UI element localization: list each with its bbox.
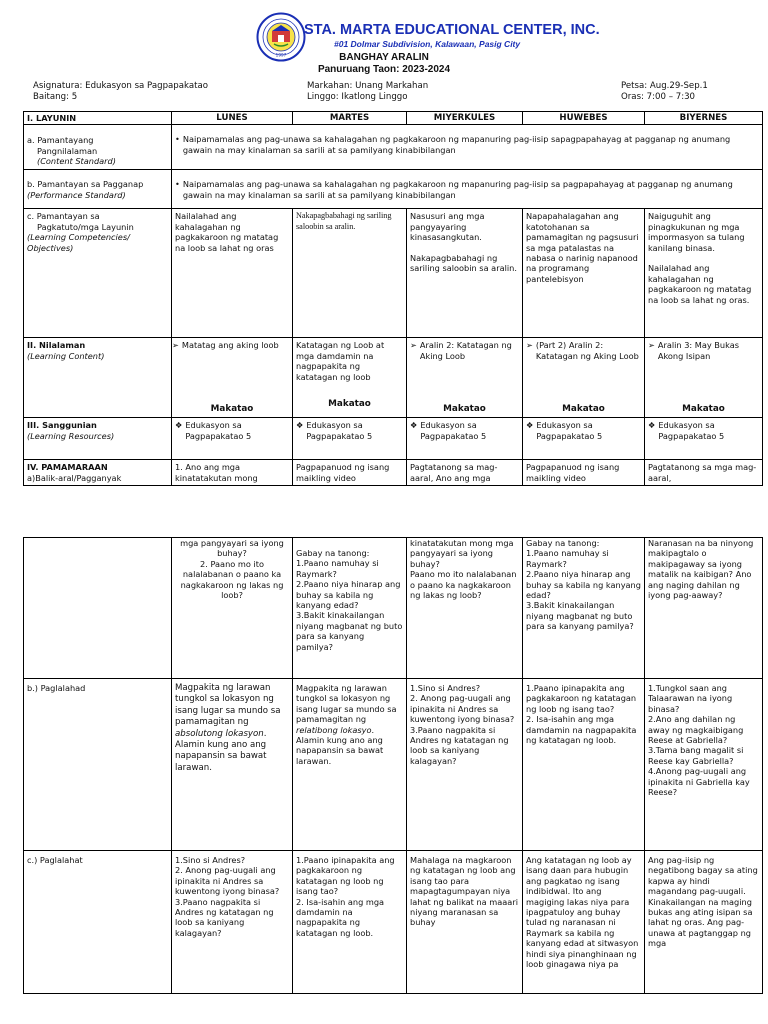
school-year: Panuruang Taon: 2023-2024 [317, 64, 451, 75]
generalization-cell: Ang pag-iisip ng negatibong bagay sa ating kapwa ay hindi magandang pag-uugali. Kinakailangan na maging bukas ang ating isipan sa lahat ng oras. Ang pag-unawa at pagtanggap ng mga [645, 851, 763, 994]
meta-term-block [307, 81, 428, 103]
day-header: BIYERNES [645, 112, 763, 125]
section-layunin: I. LAYUNIN [24, 112, 172, 125]
content-cell: ➢ Matatag ang aking loob Makatao [172, 338, 293, 418]
objective-cell: Nailalahad ang kahalagahan ng pagkakaroon ng matatag na loob sa lahat ng oras [172, 209, 293, 338]
makatao-label: Makatao [682, 404, 725, 414]
resource-cell: ❖ Edukasyon sa Pagpapakatao 5 [407, 418, 523, 460]
presentation-cell: 1.Paano ipinapakita ang pagkakaroon ng katatagan ng loob ng isang tao? 2. Isa-isahin ang mga damdamin na nagpapakita ng katatagan ng loob. [523, 679, 645, 851]
meta-grade: Baitang: 5 [33, 92, 78, 102]
row-label: IV. PAMAMARAAN a)Balik-aral/Pagganyak [24, 460, 172, 486]
makatao-label: Makatao [210, 404, 254, 414]
presentation-cell: Magpakita ng larawan tungkol sa lokasyon ng isang lugar sa mundo sa pamamagitan ng relatibong lokasyo. Alamin kung ano ang napapansin sa bawat larawan. [293, 679, 407, 851]
svg-text:1997: 1997 [275, 52, 287, 58]
meta-subject-block [33, 81, 208, 103]
meta-subject: Asignatura: Edukasyon sa Pagpapakatao [33, 81, 208, 91]
generalization-cell: Ang katatagan ng loob ay isang daan para hubugin ang pagkatao ng isang indibidwal. Ito ang magiging lakas niya para ipagpatuloy ang buhay tulad ng naranasan ni Raymark sa kabila ng kanyang edad at sitwasyon hindi siya pinanghinaan ng loob ginagawa niya pa [523, 851, 645, 994]
row-label: II. Nilalaman (Learning Content) [24, 338, 172, 418]
content-cell: Katatagan ng Loob at mga damdamin na nagpapakita ng katatagan ng loob Makatao [293, 338, 407, 418]
resource-cell: ❖ Edukasyon sa Pagpapakatao 5 [523, 418, 645, 460]
day-header: LUNES [172, 112, 293, 125]
performance-standard-text: • Naipamamalas ang pag-unawa sa kahalagahan ng pagkakaroon ng mapanuring pag-iisip sa pagpapahayag at pagganap ng anumang gawain na may kinalaman sa sarili at sa pamilyang kinabibilangan [172, 170, 763, 209]
presentation-cell: 1.Sino si Andres? 2. Anong pag-uugali ang ipinakita ni Andres sa kuwentong iyong binasa? 3.Paano nagpakita si Andres ng katatagan ng loob sa kaniyang kalagayan? [407, 679, 523, 851]
makatao-label: Makatao [443, 404, 486, 414]
procedure-cell: Pagpapanuod ng isang maikling video [293, 460, 407, 486]
day-header: MIYERKULES [407, 112, 523, 125]
day-header: HUWEBES [523, 112, 645, 125]
objective-cell: Nasusuri ang mga pangyayaring kinasasangkutan. Nakapagbabahagi ng sariling saloobin sa aralin. [407, 209, 523, 338]
procedure-cell: Naranasan na ba ninyong makipagtalo o makipagaway sa iyong matalik na kaibigan? Ano ang naging dahilan ng iyong pag-aaway? [645, 538, 763, 679]
resource-cell: ❖ Edukasyon sa Pagpapakatao 5 [172, 418, 293, 460]
procedure-cell: mga pangyayari sa iyong buhay? 2. Paano mo ito nalalabanan o paano ka nagkakaroon ng lakas ng loob? [172, 538, 293, 679]
makatao-label: Makatao [562, 404, 605, 414]
row-label: III. Sanggunian (Learning Resources) [24, 418, 172, 460]
resource-cell: ❖ Edukasyon sa Pagpapakatao 5 [293, 418, 407, 460]
meta-time: Oras: 7:00 – 7:30 [621, 92, 696, 102]
generalization-cell: Mahalaga na magkaroon ng katatagan ng loob ang isang tao para mapagtagumpayan niya lahat ng balikat na maaari niyang maranasan sa buhay [407, 851, 523, 994]
row-label-empty [24, 538, 172, 679]
objective-cell: Naiguguhit ang pinagkukunan ng mga impormasyon sa tulang kanilang binasa. Nailalahad ang kahalagahan ng pagkakaroon ng matatag na loob sa lahat ng oras. [645, 209, 763, 338]
content-standard-text: • Naipamamalas ang pag-unawa sa kahalagahan ng pagkakaroon ng mapanuring pag-iisip sapagpapahayag at pagganap ng anumang gawain na may kinalaman sa sarili at sa pamilyang kinabibilangan [172, 125, 763, 170]
school-name: STA. MARTA EDUCATIONAL CENTER, INC. [304, 22, 600, 38]
generalization-cell: 1.Sino si Andres? 2. Anong pag-uugali ang ipinakita ni Andres sa kuwentong iyong binasa? 3.Paano nagpakita si Andres ng katatagan ng loob sa kaniyang kalagayan? [172, 851, 293, 994]
procedure-cell: Pagtatanong sa mag-aaral, Ano ang mga [407, 460, 523, 486]
row-label: b. Pamantayan sa Pagganap (Performance Standard) [24, 170, 172, 209]
day-header: MARTES [293, 112, 407, 125]
document-title: BANGHAY ARALIN [339, 52, 429, 63]
content-cell: ➢ (Part 2) Aralin 2: Katatagan ng Aking Loob Makatao [523, 338, 645, 418]
makatao-label: Makatao [328, 399, 371, 409]
resource-cell: ❖ Edukasyon sa Pagpapakatao 5 [645, 418, 763, 460]
row-label: c.) Paglalahat [24, 851, 172, 994]
procedure-cell: Pagpapanuod ng isang maikling video [523, 460, 645, 486]
procedure-cell: Gabay na tanong: 1.Paano namuhay si Raymark? 2.Paano niya hinarap ang buhay sa kabila ng kanyang edad? 3.Bakit kinakailangan niyang magbanat ng buto para sa kanyang pamilya? [523, 538, 645, 679]
row-label: c. Pamantayan sa Pagkatuto/mga Layunin (Learning Competencies/ Objectives) [24, 209, 172, 338]
content-cell: ➢ Aralin 3: May Bukas Akong Isipan Makatao [645, 338, 763, 418]
generalization-cell: 1.Paano ipinapakita ang pagkakaroon ng katatagan ng loob ng isang tao? 2. Isa-isahin ang mga damdamin na nagpapakita ng katatagan ng loob. [293, 851, 407, 994]
row-label: a. Pamantayang Pangnilalaman (Content Standard) [24, 125, 172, 170]
lesson-plan-table-continued [23, 537, 763, 994]
meta-week: Linggo: Ikatlong Linggo [307, 92, 408, 102]
procedure-cell: Pagtatanong sa mga mag-aaral, [645, 460, 763, 486]
objective-cell: Napapahalagahan ang katotohanan sa pamamagitan ng pagsusuri sa mga patalastas na nabasa o narinig napanood na programang pantelebisyon [523, 209, 645, 338]
meta-term: Markahan: Unang Markahan [307, 81, 429, 91]
row-label: b.) Paglalahad [24, 679, 172, 851]
presentation-cell: Magpakita ng larawan tungkol sa lokasyon ng isang lugar sa mundo sa pamamagitan ng absolutong lokasyon. Alamin kung ano ang napapansin sa bawat larawan. [172, 679, 293, 851]
objective-cell: Nakapagbabahagi ng sariling saloobin sa aralin. [293, 209, 407, 338]
meta-date: Petsa: Aug.29-Sep.1 [621, 81, 708, 91]
procedure-cell: Gabay na tanong: 1.Paano namuhay si Raymark? 2.Paano niya hinarap ang buhay sa kabila ng kanyang edad? 3.Bakit kinakailangan niyang magbanat ng buto para sa kanyang pamilya? [293, 538, 407, 679]
procedure-cell: kinatatakutan mong mga pangyayari sa iyong buhay? Paano mo ito nalalabanan o paano ka nagkakaroon ng lakas ng loob? [407, 538, 523, 679]
content-cell: ➢ Aralin 2: Katatagan ng Aking Loob Makatao [407, 338, 523, 418]
presentation-cell: 1.Tungkol saan ang Talaarawan na iyong binasa? 2.Ano ang dahilan ng away ng magkaibigang Reese at Gabriella? 3.Tama bang magalit si Reese kay Gabriella? 4.Anong pag-uugali ang ipinakita ni Gabriella kay Reese? [645, 679, 763, 851]
school-address: #01 Dolmar Subdivision, Kalawaan, Pasig City [334, 39, 521, 49]
lesson-plan-table [23, 111, 763, 486]
procedure-cell: 1. Ano ang mga kinatatakutan mong [172, 460, 293, 486]
school-header [0, 8, 768, 78]
meta-date-block [621, 81, 708, 103]
